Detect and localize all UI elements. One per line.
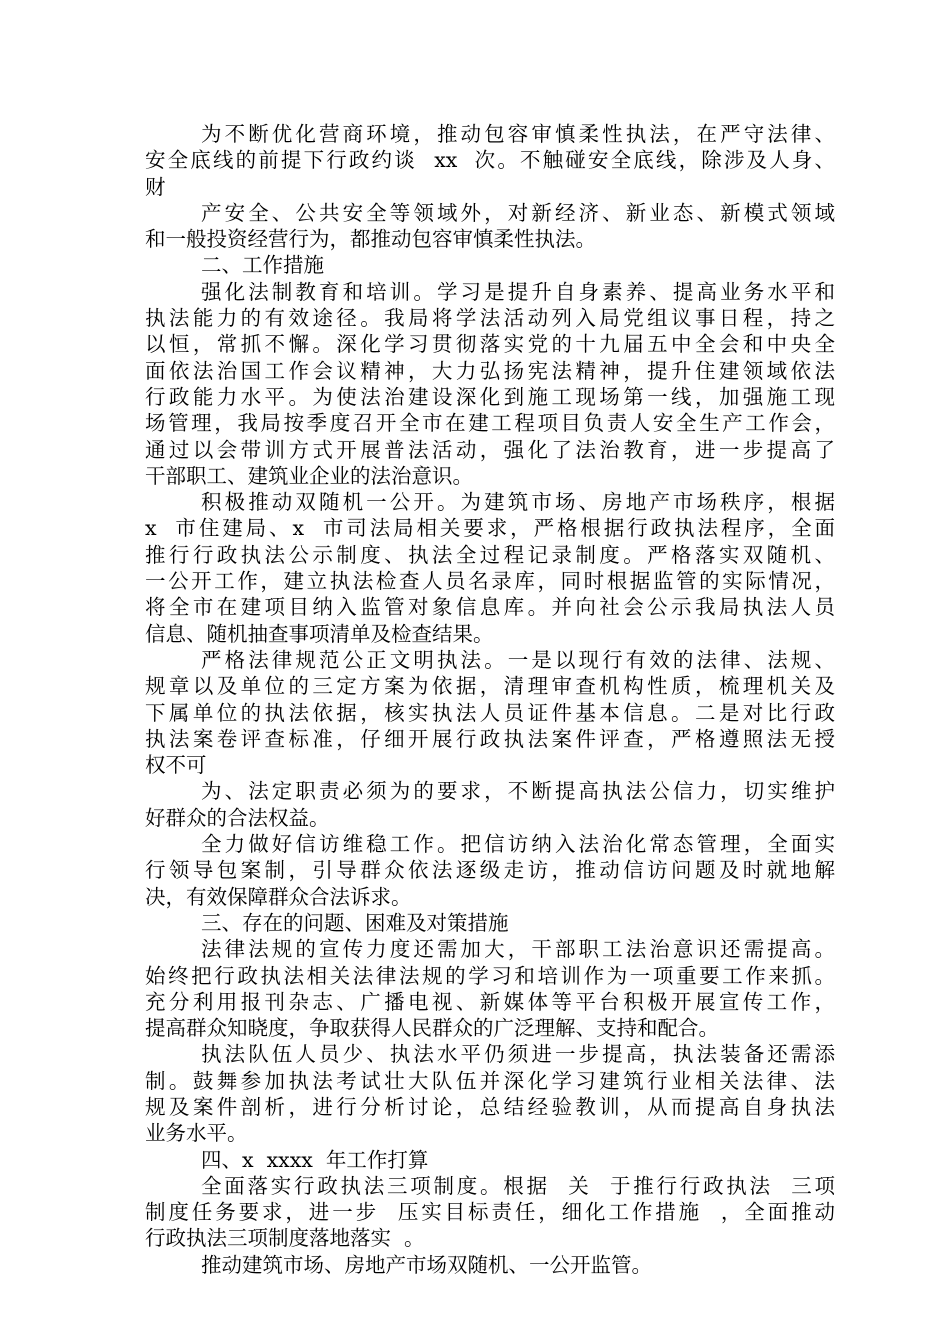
paragraph-staffing — [145, 1041, 835, 1146]
text-line: 积极推动双随机一公开。为建筑市场、房地产市场秩序，根据 — [201, 490, 835, 515]
text-line: 决，有效保障群众合法诉求。 — [145, 884, 412, 909]
heading-text: 四、x xxxx 年工作打算 — [201, 1147, 429, 1172]
section-heading-4 — [145, 1147, 835, 1173]
text-line: x 市住建局、x 市司法局相关要求，严格根据行政执法程序，全面 — [145, 516, 835, 541]
paragraph-three-systems — [145, 1173, 835, 1252]
text-line: 财 — [145, 174, 166, 199]
text-line: 一公开工作，建立执法检查人员名录库，同时根据监管的实际情况， — [145, 569, 835, 594]
text-line: 执法能力的有效途径。我局将学法活动列入局党组议事日程，持之 — [145, 306, 835, 331]
paragraph-supervision — [145, 1252, 835, 1278]
paragraph-intro-continued — [145, 200, 835, 253]
text-line: 产安全、公共安全等领域外，对新经济、新业态、新模式领域 — [201, 200, 835, 225]
text-line: 严格法律规范公正文明执法。一是以现行有效的法律、法规、 — [201, 647, 835, 672]
text-line: 为、法定职责必须为的要求，不断提高执法公信力，切实维护 — [201, 779, 835, 804]
section-heading-3 — [145, 910, 835, 936]
text-line: 制。鼓舞参加执法考试壮大队伍并深化学习建筑行业相关法律、法 — [145, 1068, 835, 1093]
text-line: 以恒，常抓不懈。深化学习贯彻落实党的十九届五中全会和中央全 — [145, 332, 835, 357]
text-line: 干部职工、建筑业企业的法治意识。 — [145, 463, 473, 488]
text-line: 业务水平。 — [145, 1121, 248, 1146]
text-line: 执法队伍人员少、执法水平仍须进一步提高，执法装备还需添 — [201, 1042, 835, 1067]
text-line: 面依法治国工作会议精神，大力弘扬宪法精神，提升住建领域依法 — [145, 358, 835, 383]
heading-text: 三、存在的问题、困难及对策措施 — [201, 910, 509, 935]
paragraph-legal-education — [145, 279, 835, 489]
text-line: 行政能力水平。为使法治建设深化到施工现场第一线，加强施工现 — [145, 384, 835, 409]
paragraph-publicity — [145, 936, 835, 1041]
text-line: 全力做好信访维稳工作。把信访纳入法治化常态管理，全面实 — [201, 832, 835, 857]
text-line: 安全底线的前提下行政约谈 xx 次。不触碰安全底线，除涉及人身、 — [145, 148, 835, 173]
text-line: 全面落实行政执法三项制度。根据 关 于推行行政执法 三项 — [201, 1173, 835, 1198]
paragraph-law-enforcement — [145, 647, 835, 778]
text-line: 强化法制教育和培训。学习是提升自身素养、提高业务水平和 — [201, 279, 835, 304]
section-heading-2 — [145, 252, 835, 278]
text-line: 行政执法三项制度落地落实 。 — [145, 1226, 425, 1251]
text-line: 为不断优化营商环境，推动包容审慎柔性执法，在严守法律、 — [201, 122, 835, 146]
text-line: 推动建筑市场、房地产市场双随机、一公开监管。 — [201, 1252, 652, 1277]
text-line: 制度任务要求，进一步 压实目标责任，细化工作措施 ，全面推动 — [145, 1200, 835, 1225]
text-line: 权不可 — [145, 753, 207, 778]
text-line: 和一般投资经营行为，都推动包容审慎柔性执法。 — [145, 227, 596, 252]
text-line: 信息、随机抽查事项清单及检查结果。 — [145, 621, 494, 646]
text-line: 提高群众知晓度，争取获得人民群众的广泛理解、支持和配合。 — [145, 1016, 719, 1041]
paragraph-petition — [145, 831, 835, 910]
text-line: 下属单位的执法依据，核实执法人员证件基本信息。二是对比行政 — [145, 700, 835, 725]
paragraph-intro — [145, 121, 835, 200]
paragraph-double-random — [145, 489, 835, 647]
text-line: 充分利用报刊杂志、广播电视、新媒体等平台积极开展宣传工作， — [145, 989, 835, 1014]
text-line: 行领导包案制，引导群众依法逐级走访，推动信访问题及时就地解 — [145, 858, 835, 883]
text-line: 好群众的合法权益。 — [145, 805, 330, 830]
text-line: 规章以及单位的三定方案为依据，清理审查机构性质，梳理机关及 — [145, 674, 835, 699]
paragraph-law-enforcement-continued — [145, 778, 835, 831]
document-body — [145, 121, 835, 1278]
text-line: 法律法规的宣传力度还需加大，干部职工法治意识还需提高。 — [201, 937, 835, 962]
text-line: 规及案件剖析，进行分析讨论，总结经验教训，从而提高自身执法 — [145, 1094, 835, 1119]
text-line: 执法案卷评查标准，仔细开展行政执法案件评查，严格遵照法无授 — [145, 726, 835, 751]
text-line: 推行行政执法公示制度、执法全过程记录制度。严格落实双随机、 — [145, 542, 835, 567]
text-line: 始终把行政执法相关法律法规的学习和培训作为一项重要工作来抓。 — [145, 963, 835, 988]
text-line: 场管理，我局按季度召开全市在建工程项目负责人安全生产工作会， — [145, 411, 835, 436]
heading-text: 二、工作措施 — [201, 253, 324, 278]
text-line: 将全市在建项目纳入监管对象信息库。并向社会公示我局执法人员 — [145, 595, 835, 620]
text-line: 通过以会带训方式开展普法活动，强化了法治教育，进一步提高了 — [145, 437, 835, 462]
